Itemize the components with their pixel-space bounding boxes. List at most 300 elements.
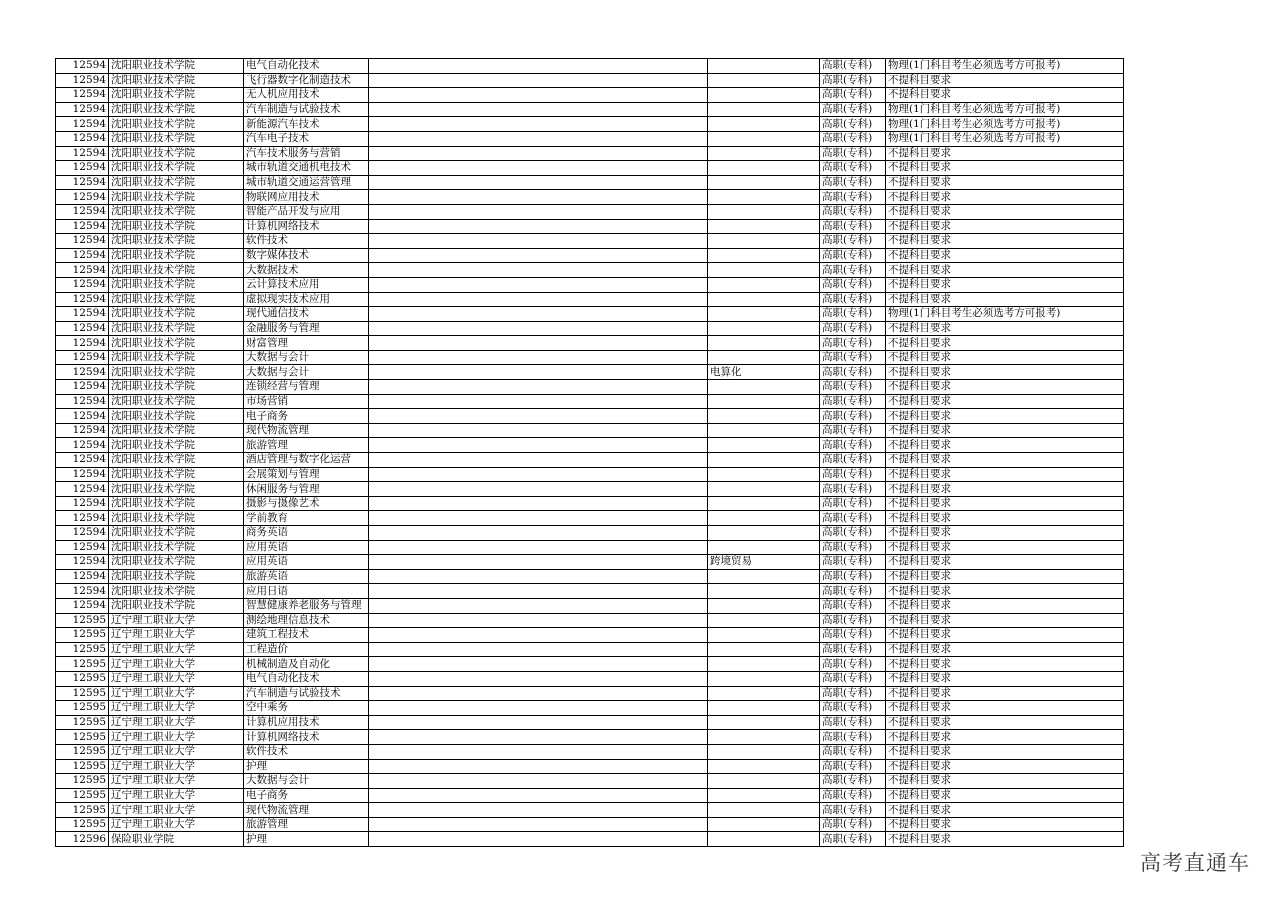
direction-cell [708, 526, 820, 541]
school-code-cell: 12595 [56, 803, 109, 818]
table-row [56, 774, 1124, 789]
major-name-cell: 飞行器数字化制造技术 [244, 73, 369, 88]
major-name-cell: 虚拟现实技术应用 [244, 292, 369, 307]
table-row [56, 701, 1124, 716]
school-code-cell: 12595 [56, 628, 109, 643]
notes-cell [369, 394, 708, 409]
direction-cell [708, 817, 820, 832]
notes-cell [369, 744, 708, 759]
notes-cell [369, 496, 708, 511]
subject-requirement-cell: 不提科目要求 [886, 584, 1124, 599]
school-name-cell: 辽宁理工职业大学 [109, 774, 244, 789]
level-cell: 高职(专科) [820, 423, 886, 438]
major-name-cell: 电子商务 [244, 788, 369, 803]
table-row [56, 832, 1124, 847]
level-cell: 高职(专科) [820, 759, 886, 774]
direction-cell [708, 146, 820, 161]
major-name-cell: 会展策划与管理 [244, 467, 369, 482]
notes-cell [369, 204, 708, 219]
school-name-cell: 沈阳职业技术学院 [109, 423, 244, 438]
school-code-cell: 12594 [56, 234, 109, 249]
table-row [56, 540, 1124, 555]
level-cell: 高职(专科) [820, 117, 886, 132]
major-name-cell: 摄影与摄像艺术 [244, 496, 369, 511]
notes-cell [369, 336, 708, 351]
table-row [56, 234, 1124, 249]
school-code-cell: 12594 [56, 263, 109, 278]
school-code-cell: 12595 [56, 701, 109, 716]
school-code-cell: 12594 [56, 307, 109, 322]
notes-cell [369, 832, 708, 847]
direction-cell: 跨境贸易 [708, 555, 820, 570]
subject-requirement-cell: 不提科目要求 [886, 438, 1124, 453]
direction-cell [708, 453, 820, 468]
major-name-cell: 大数据技术 [244, 263, 369, 278]
school-code-cell: 12595 [56, 671, 109, 686]
subject-requirement-cell: 不提科目要求 [886, 540, 1124, 555]
level-cell: 高职(专科) [820, 701, 886, 716]
level-cell: 高职(专科) [820, 569, 886, 584]
subject-requirement-cell: 不提科目要求 [886, 161, 1124, 176]
notes-cell [369, 511, 708, 526]
direction-cell [708, 380, 820, 395]
notes-cell [369, 788, 708, 803]
direction-cell [708, 496, 820, 511]
notes-cell [369, 671, 708, 686]
major-name-cell: 商务英语 [244, 526, 369, 541]
school-name-cell: 沈阳职业技术学院 [109, 234, 244, 249]
school-name-cell: 辽宁理工职业大学 [109, 701, 244, 716]
table-row [56, 526, 1124, 541]
school-name-cell: 沈阳职业技术学院 [109, 321, 244, 336]
subject-requirement-cell: 不提科目要求 [886, 482, 1124, 497]
school-name-cell: 沈阳职业技术学院 [109, 102, 244, 117]
subject-requirement-cell: 不提科目要求 [886, 234, 1124, 249]
level-cell: 高职(专科) [820, 248, 886, 263]
table-row [56, 467, 1124, 482]
table-row [56, 628, 1124, 643]
school-code-cell: 12594 [56, 102, 109, 117]
school-name-cell: 沈阳职业技术学院 [109, 365, 244, 380]
direction-cell [708, 686, 820, 701]
notes-cell [369, 759, 708, 774]
table-row [56, 117, 1124, 132]
level-cell: 高职(专科) [820, 730, 886, 745]
major-name-cell: 大数据与会计 [244, 365, 369, 380]
school-name-cell: 辽宁理工职业大学 [109, 613, 244, 628]
subject-requirement-cell: 不提科目要求 [886, 744, 1124, 759]
notes-cell [369, 613, 708, 628]
school-name-cell: 沈阳职业技术学院 [109, 409, 244, 424]
school-code-cell: 12594 [56, 277, 109, 292]
subject-requirement-cell: 不提科目要求 [886, 555, 1124, 570]
direction-cell [708, 438, 820, 453]
direction-cell [708, 277, 820, 292]
level-cell: 高职(专科) [820, 219, 886, 234]
notes-cell [369, 438, 708, 453]
direction-cell [708, 584, 820, 599]
level-cell: 高职(专科) [820, 190, 886, 205]
major-name-cell: 软件技术 [244, 744, 369, 759]
level-cell: 高职(专科) [820, 131, 886, 146]
level-cell: 高职(专科) [820, 496, 886, 511]
level-cell: 高职(专科) [820, 88, 886, 103]
school-code-cell: 12595 [56, 730, 109, 745]
school-code-cell: 12594 [56, 467, 109, 482]
level-cell: 高职(专科) [820, 540, 886, 555]
school-code-cell: 12594 [56, 569, 109, 584]
school-code-cell: 12594 [56, 584, 109, 599]
major-name-cell: 软件技术 [244, 234, 369, 249]
major-name-cell: 城市轨道交通机电技术 [244, 161, 369, 176]
school-code-cell: 12594 [56, 161, 109, 176]
major-name-cell: 城市轨道交通运营管理 [244, 175, 369, 190]
school-code-cell: 12594 [56, 540, 109, 555]
school-name-cell: 沈阳职业技术学院 [109, 248, 244, 263]
school-name-cell: 辽宁理工职业大学 [109, 628, 244, 643]
major-name-cell: 应用日语 [244, 584, 369, 599]
direction-cell [708, 88, 820, 103]
subject-requirement-cell: 物理(1门科目考生必须选考方可报考) [886, 102, 1124, 117]
subject-requirement-cell: 不提科目要求 [886, 817, 1124, 832]
level-cell: 高职(专科) [820, 657, 886, 672]
notes-cell [369, 277, 708, 292]
subject-requirement-cell: 不提科目要求 [886, 730, 1124, 745]
notes-cell [369, 102, 708, 117]
school-code-cell: 12594 [56, 365, 109, 380]
school-name-cell: 沈阳职业技术学院 [109, 526, 244, 541]
subject-requirement-cell: 物理(1门科目考生必须选考方可报考) [886, 307, 1124, 322]
notes-cell [369, 453, 708, 468]
school-code-cell: 12594 [56, 88, 109, 103]
level-cell: 高职(专科) [820, 292, 886, 307]
notes-cell [369, 146, 708, 161]
direction-cell [708, 204, 820, 219]
subject-requirement-cell: 不提科目要求 [886, 423, 1124, 438]
level-cell: 高职(专科) [820, 161, 886, 176]
subject-requirement-cell: 不提科目要求 [886, 613, 1124, 628]
school-code-cell: 12594 [56, 248, 109, 263]
direction-cell [708, 628, 820, 643]
subject-requirement-cell: 不提科目要求 [886, 292, 1124, 307]
school-code-cell: 12594 [56, 146, 109, 161]
direction-cell [708, 511, 820, 526]
subject-requirement-cell: 不提科目要求 [886, 394, 1124, 409]
major-name-cell: 金融服务与管理 [244, 321, 369, 336]
direction-cell [708, 409, 820, 424]
majors-table [55, 58, 1124, 847]
school-name-cell: 辽宁理工职业大学 [109, 788, 244, 803]
subject-requirement-cell: 不提科目要求 [886, 598, 1124, 613]
direction-cell: 电算化 [708, 365, 820, 380]
subject-requirement-cell: 不提科目要求 [886, 657, 1124, 672]
school-name-cell: 沈阳职业技术学院 [109, 117, 244, 132]
direction-cell [708, 759, 820, 774]
major-name-cell: 连锁经营与管理 [244, 380, 369, 395]
subject-requirement-cell: 不提科目要求 [886, 715, 1124, 730]
school-code-cell: 12594 [56, 526, 109, 541]
subject-requirement-cell: 不提科目要求 [886, 380, 1124, 395]
direction-cell [708, 234, 820, 249]
notes-cell [369, 467, 708, 482]
major-name-cell: 空中乘务 [244, 701, 369, 716]
major-name-cell: 旅游管理 [244, 438, 369, 453]
level-cell: 高职(专科) [820, 263, 886, 278]
school-name-cell: 辽宁理工职业大学 [109, 642, 244, 657]
direction-cell [708, 248, 820, 263]
level-cell: 高职(专科) [820, 146, 886, 161]
subject-requirement-cell: 不提科目要求 [886, 88, 1124, 103]
level-cell: 高职(专科) [820, 715, 886, 730]
notes-cell [369, 598, 708, 613]
notes-cell [369, 380, 708, 395]
major-name-cell: 机械制造及自动化 [244, 657, 369, 672]
table-row [56, 292, 1124, 307]
subject-requirement-cell: 不提科目要求 [886, 204, 1124, 219]
subject-requirement-cell: 物理(1门科目考生必须选考方可报考) [886, 117, 1124, 132]
level-cell: 高职(专科) [820, 277, 886, 292]
school-name-cell: 沈阳职业技术学院 [109, 467, 244, 482]
table-row [56, 175, 1124, 190]
school-code-cell: 12594 [56, 350, 109, 365]
major-name-cell: 大数据与会计 [244, 350, 369, 365]
major-name-cell: 智慧健康养老服务与管理 [244, 598, 369, 613]
major-name-cell: 物联网应用技术 [244, 190, 369, 205]
notes-cell [369, 350, 708, 365]
notes-cell [369, 117, 708, 132]
table-row [56, 380, 1124, 395]
table-row [56, 336, 1124, 351]
subject-requirement-cell: 不提科目要求 [886, 759, 1124, 774]
table-row [56, 642, 1124, 657]
level-cell: 高职(专科) [820, 321, 886, 336]
major-name-cell: 计算机应用技术 [244, 715, 369, 730]
level-cell: 高职(专科) [820, 628, 886, 643]
subject-requirement-cell: 不提科目要求 [886, 803, 1124, 818]
level-cell: 高职(专科) [820, 467, 886, 482]
major-name-cell: 大数据与会计 [244, 774, 369, 789]
table-row [56, 657, 1124, 672]
direction-cell [708, 803, 820, 818]
major-name-cell: 旅游管理 [244, 817, 369, 832]
direction-cell [708, 73, 820, 88]
school-code-cell: 12594 [56, 409, 109, 424]
school-code-cell: 12594 [56, 555, 109, 570]
subject-requirement-cell: 不提科目要求 [886, 336, 1124, 351]
school-name-cell: 沈阳职业技术学院 [109, 204, 244, 219]
school-name-cell: 沈阳职业技术学院 [109, 292, 244, 307]
notes-cell [369, 307, 708, 322]
table-row [56, 671, 1124, 686]
direction-cell [708, 598, 820, 613]
level-cell: 高职(专科) [820, 336, 886, 351]
direction-cell [708, 336, 820, 351]
table-body [56, 59, 1124, 847]
table-row [56, 744, 1124, 759]
direction-cell [708, 774, 820, 789]
notes-cell [369, 190, 708, 205]
level-cell: 高职(专科) [820, 803, 886, 818]
level-cell: 高职(专科) [820, 73, 886, 88]
table-row [56, 759, 1124, 774]
notes-cell [369, 701, 708, 716]
table-row [56, 598, 1124, 613]
table-row [56, 438, 1124, 453]
level-cell: 高职(专科) [820, 555, 886, 570]
subject-requirement-cell: 不提科目要求 [886, 248, 1124, 263]
direction-cell [708, 423, 820, 438]
notes-cell [369, 292, 708, 307]
school-code-cell: 12595 [56, 744, 109, 759]
school-code-cell: 12594 [56, 175, 109, 190]
subject-requirement-cell: 不提科目要求 [886, 496, 1124, 511]
school-code-cell: 12595 [56, 686, 109, 701]
subject-requirement-cell: 不提科目要求 [886, 511, 1124, 526]
table-row [56, 131, 1124, 146]
major-name-cell: 现代物流管理 [244, 423, 369, 438]
school-code-cell: 12594 [56, 204, 109, 219]
school-code-cell: 12594 [56, 292, 109, 307]
major-name-cell: 电子商务 [244, 409, 369, 424]
level-cell: 高职(专科) [820, 175, 886, 190]
subject-requirement-cell: 不提科目要求 [886, 671, 1124, 686]
school-code-cell: 12594 [56, 394, 109, 409]
subject-requirement-cell: 不提科目要求 [886, 686, 1124, 701]
school-code-cell: 12595 [56, 657, 109, 672]
table-row [56, 88, 1124, 103]
table-row [56, 146, 1124, 161]
notes-cell [369, 88, 708, 103]
school-name-cell: 沈阳职业技术学院 [109, 161, 244, 176]
watermark-text: 高考直通车 [1140, 851, 1250, 875]
level-cell: 高职(专科) [820, 686, 886, 701]
major-name-cell: 智能产品开发与应用 [244, 204, 369, 219]
school-name-cell: 沈阳职业技术学院 [109, 175, 244, 190]
table-row [56, 190, 1124, 205]
subject-requirement-cell: 不提科目要求 [886, 569, 1124, 584]
subject-requirement-cell: 不提科目要求 [886, 146, 1124, 161]
table-row [56, 321, 1124, 336]
school-name-cell: 沈阳职业技术学院 [109, 555, 244, 570]
school-name-cell: 沈阳职业技术学院 [109, 482, 244, 497]
subject-requirement-cell: 不提科目要求 [886, 832, 1124, 847]
notes-cell [369, 686, 708, 701]
school-code-cell: 12594 [56, 321, 109, 336]
school-code-cell: 12594 [56, 219, 109, 234]
subject-requirement-cell: 不提科目要求 [886, 774, 1124, 789]
direction-cell [708, 540, 820, 555]
major-name-cell: 护理 [244, 759, 369, 774]
table-row [56, 350, 1124, 365]
school-name-cell: 沈阳职业技术学院 [109, 453, 244, 468]
notes-cell [369, 555, 708, 570]
level-cell: 高职(专科) [820, 832, 886, 847]
level-cell: 高职(专科) [820, 350, 886, 365]
table-row [56, 277, 1124, 292]
major-name-cell: 汽车电子技术 [244, 131, 369, 146]
level-cell: 高职(专科) [820, 482, 886, 497]
school-name-cell: 沈阳职业技术学院 [109, 219, 244, 234]
subject-requirement-cell: 不提科目要求 [886, 409, 1124, 424]
school-code-cell: 12595 [56, 759, 109, 774]
direction-cell [708, 613, 820, 628]
table-row [56, 569, 1124, 584]
school-name-cell: 沈阳职业技术学院 [109, 496, 244, 511]
school-code-cell: 12595 [56, 774, 109, 789]
subject-requirement-cell: 不提科目要求 [886, 453, 1124, 468]
school-code-cell: 12595 [56, 642, 109, 657]
notes-cell [369, 817, 708, 832]
direction-cell [708, 102, 820, 117]
subject-requirement-cell: 不提科目要求 [886, 365, 1124, 380]
major-name-cell: 旅游英语 [244, 569, 369, 584]
major-name-cell: 学前教育 [244, 511, 369, 526]
level-cell: 高职(专科) [820, 671, 886, 686]
notes-cell [369, 423, 708, 438]
school-name-cell: 辽宁理工职业大学 [109, 686, 244, 701]
school-code-cell: 12594 [56, 73, 109, 88]
school-name-cell: 沈阳职业技术学院 [109, 598, 244, 613]
table-row [56, 511, 1124, 526]
direction-cell [708, 788, 820, 803]
level-cell: 高职(专科) [820, 613, 886, 628]
major-name-cell: 计算机网络技术 [244, 219, 369, 234]
subject-requirement-cell: 不提科目要求 [886, 73, 1124, 88]
school-name-cell: 沈阳职业技术学院 [109, 190, 244, 205]
notes-cell [369, 657, 708, 672]
notes-cell [369, 628, 708, 643]
notes-cell [369, 774, 708, 789]
major-name-cell: 现代通信技术 [244, 307, 369, 322]
level-cell: 高职(专科) [820, 511, 886, 526]
subject-requirement-cell: 不提科目要求 [886, 190, 1124, 205]
school-code-cell: 12594 [56, 117, 109, 132]
table-row [56, 496, 1124, 511]
notes-cell [369, 131, 708, 146]
notes-cell [369, 73, 708, 88]
school-name-cell: 沈阳职业技术学院 [109, 394, 244, 409]
major-name-cell: 汽车制造与试验技术 [244, 686, 369, 701]
school-code-cell: 12594 [56, 511, 109, 526]
table-row [56, 59, 1124, 74]
table-row [56, 248, 1124, 263]
notes-cell [369, 365, 708, 380]
level-cell: 高职(专科) [820, 817, 886, 832]
school-name-cell: 沈阳职业技术学院 [109, 59, 244, 74]
notes-cell [369, 540, 708, 555]
table-row [56, 482, 1124, 497]
notes-cell [369, 642, 708, 657]
school-code-cell: 12595 [56, 817, 109, 832]
major-name-cell: 酒店管理与数字化运营 [244, 453, 369, 468]
school-name-cell: 保险职业学院 [109, 832, 244, 847]
school-name-cell: 辽宁理工职业大学 [109, 730, 244, 745]
direction-cell [708, 292, 820, 307]
school-code-cell: 12594 [56, 438, 109, 453]
table-row [56, 161, 1124, 176]
notes-cell [369, 59, 708, 74]
major-name-cell: 新能源汽车技术 [244, 117, 369, 132]
level-cell: 高职(专科) [820, 744, 886, 759]
subject-requirement-cell: 不提科目要求 [886, 219, 1124, 234]
direction-cell [708, 350, 820, 365]
school-code-cell: 12596 [56, 832, 109, 847]
notes-cell [369, 526, 708, 541]
table-row [56, 584, 1124, 599]
direction-cell [708, 307, 820, 322]
direction-cell [708, 219, 820, 234]
major-name-cell: 现代物流管理 [244, 803, 369, 818]
